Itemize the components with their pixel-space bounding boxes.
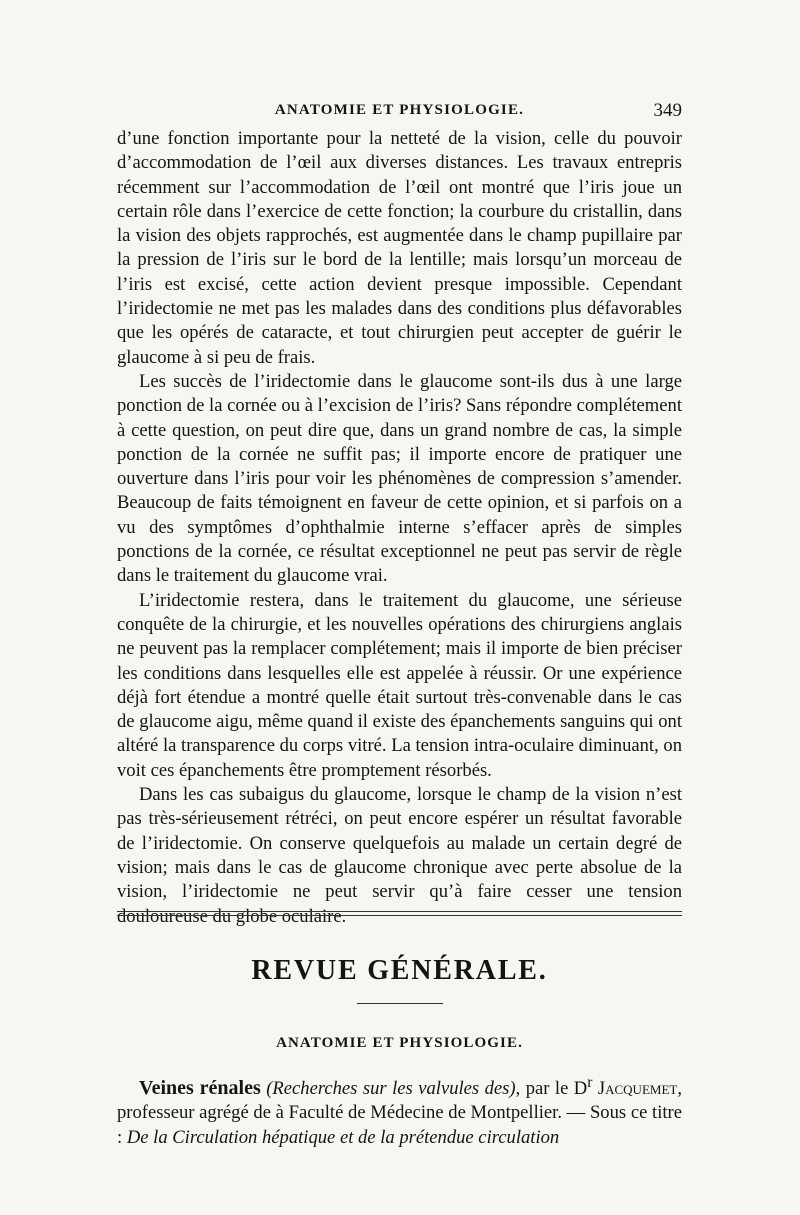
article-author: Jacquemet (597, 1078, 678, 1100)
section-divider (117, 915, 682, 916)
article-subtitle: (Recherches sur les valvules des) (266, 1078, 516, 1100)
body-text (117, 127, 682, 929)
title-underline (357, 1003, 443, 1004)
subsection-title: ANATOMIE ET PHYSIOLOGIE. (276, 1035, 523, 1051)
article-paragraph (117, 1071, 682, 1150)
paragraph: Les succès de l’iridectomie dans le glaucome sont-ils dus à une large ponction de la cornée ou à l’excision de l’iris? Sans répondre complétement à cette question, on peut dire que, dans un grand nombre de cas, la simple ponction de la cornée ne suffit pas; il importe encore de pratiquer une ouverture dans l’iris pour voir les phénomènes de compression s’amender. Beaucoup de faits témoignent en faveur de cette opinion, et si parfois on a vu des symptômes d’ophthalmie interne s’effacer après de simples ponctions de la cornée, ce résultat exceptionnel ne peut pas servir de règle dans le traitement du glaucome vrai. (117, 370, 682, 587)
section-divider (117, 911, 682, 912)
doctor-superscript: r (587, 1074, 593, 1091)
paragraph: Dans les cas subaigus du glaucome, lorsque le champ de la vision n’est pas très-sérieusement rétréci, on peut encore espérer un résultat favorable de l’iridectomie. On conserve quelquefois au malade un certain degré de vision; mais dans le cas de glaucome chronique avec perte absolue de la vision, l’iridectomie ne peut servir qu’à faire cesser une tension douloureuse du globe oculaire. (117, 784, 682, 927)
article-affiliation: , professeur agrégé de à Faculté de Médecine de Montpellier. — Sous ce titre : (117, 1078, 682, 1148)
running-title: ANATOMIE ET PHYSIOLOGIE. (274, 102, 525, 118)
paragraph: d’une fonction importante pour la netteté de la vision, celle du pouvoir d’accommodation de l’œil aux diverses distances. Les travaux entrepris récemment sur l’accommodation de l’œil ont montré que l’iris joue un certain rôle dans l’exercice de cette fonction; la courbure du cristallin, dans la vision des objets rapprochés, est augmentée dans le champ pupillaire par la pression de l’iris sur le bord de la lentille; mais lorsqu’un morceau de l’iris est excisé, cette action devient presque impossible. Cependant l’iridectomie ne met pas les malades dans des conditions plus défavorables que les opérés de cataracte, et tout chirurgien peut accepter de guérir le glaucome à si peu de frais. (117, 128, 682, 368)
article-by: , par le D (515, 1078, 588, 1100)
article-book-title: De la Circulation hépatique et de la prétendue circulation (126, 1126, 560, 1148)
article-headword: Veines rénales (139, 1077, 261, 1100)
article-text (117, 1071, 682, 1150)
section-title: REVUE GÉNÉRALE. (251, 955, 548, 986)
paragraph: L’iridectomie restera, dans le traitement du glaucome, une sérieuse conquête de la chirurgie, et les nouvelles opérations des chirurgiens anglais ne peuvent pas la remplacer complétement; mais il importe de bien préciser les conditions dans lesquelles elle est appelée à réussir. Or une expérience déjà fort étendue a montré quelle était surtout très-convenable dans le cas de glaucome aigu, même quand il existe des épanchements sanguins qui ont altéré la transparence du corps vitré. La tension intra-oculaire diminuant, on voit ces épanchements être promptement résorbés. (117, 589, 682, 781)
page-number: 349 (653, 100, 682, 121)
running-header (117, 100, 682, 124)
